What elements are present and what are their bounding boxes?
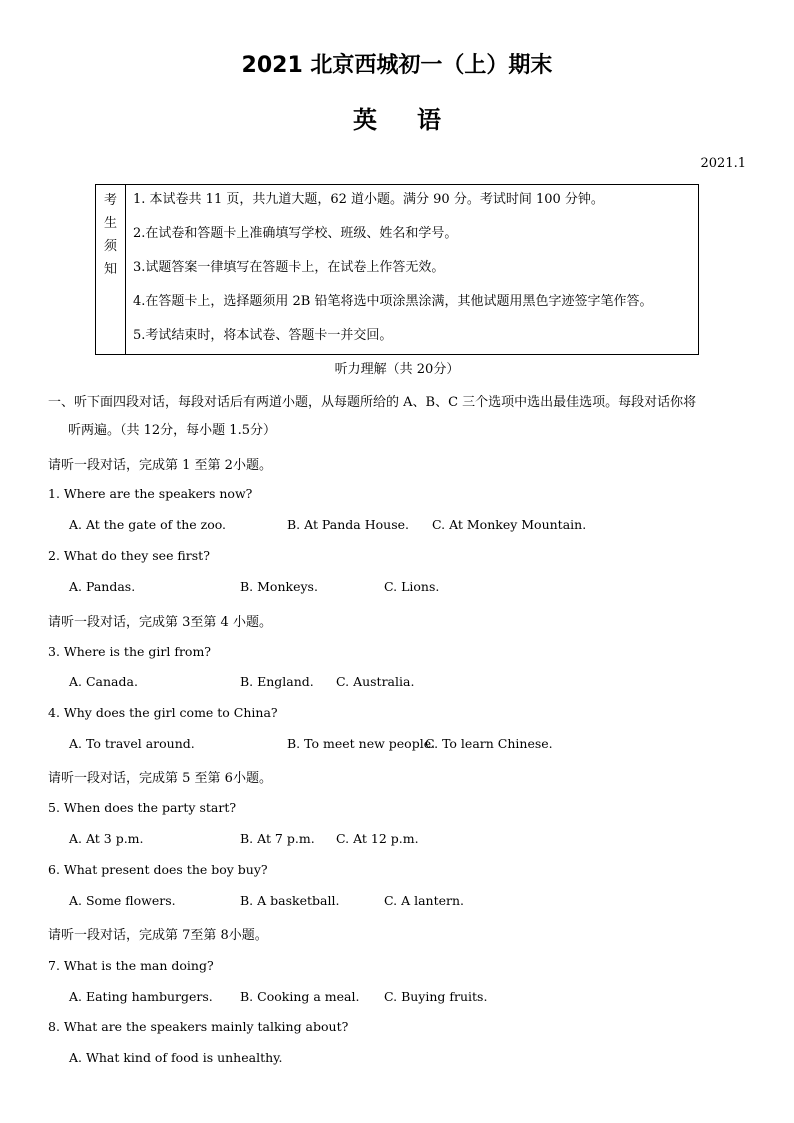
option-a: A. Canada. — [69, 674, 138, 689]
option-b: B. To meet new people. — [287, 736, 436, 751]
option-a: A. Pandas. — [69, 579, 136, 594]
notice-rule: 5.考试结束时，将本试卷、答题卡一并交回。 — [133, 328, 393, 343]
section-heading: 听力理解（共 20分） — [334, 362, 460, 377]
option-c: C. At Monkey Mountain. — [432, 517, 587, 532]
question-text: 2. What do they see first? — [48, 548, 210, 563]
notice-label-char: 生 — [103, 216, 117, 231]
option-c: C. To learn Chinese. — [425, 736, 553, 751]
option-a: A. At 3 p.m. — [69, 831, 144, 846]
notice-rule: 1. 本试卷共 11 页，共九道大题，62 道小题。满分 90 分。考试时间 100 分钟。 — [133, 192, 604, 207]
subject-title: 英语 — [353, 106, 481, 134]
dialogue-group-heading: 请听一段对话，完成第 1 至第 2小题。 — [48, 458, 272, 473]
option-c: C. Australia. — [336, 674, 415, 689]
instruction-line: 一、听下面四段对话，每段对话后有两道小题，从每题所给的 A、B、C 三个选项中选出最佳选项。每段对话你将 — [48, 395, 697, 410]
dialogue-group-heading: 请听一段对话，完成第 7至第 8小题。 — [48, 928, 268, 943]
option-c: C. A lantern. — [384, 893, 464, 908]
question-text: 6. What present does the boy buy? — [48, 862, 268, 877]
question-text: 3. Where is the girl from? — [48, 644, 212, 659]
option-a: A. Eating hamburgers. — [69, 989, 213, 1004]
notice-label-char: 须 — [103, 239, 117, 254]
option-b: B. Monkeys. — [240, 579, 318, 594]
notice-rule: 4.在答题卡上，选择题须用 2B 铅笔将选中项涂黑涂满，其他试题用黑色字迹签字笔作答。 — [133, 294, 653, 309]
notice-label-char: 知 — [103, 262, 117, 277]
question-text: 1. Where are the speakers now? — [48, 486, 253, 501]
option-a: A. Some flowers. — [69, 893, 176, 908]
option-b: B. At 7 p.m. — [240, 831, 315, 846]
option-a: A. What kind of food is unhealthy. — [69, 1050, 283, 1065]
question-text: 8. What are the speakers mainly talking about? — [48, 1019, 349, 1034]
notice-rule: 2.在试卷和答题卡上准确填写学校、班级、姓名和学号。 — [133, 226, 458, 241]
option-c: C. Buying fruits. — [384, 989, 488, 1004]
notice-label — [96, 185, 126, 354]
option-a: A. At the gate of the zoo. — [69, 517, 227, 532]
option-b: B. A basketball. — [240, 893, 340, 908]
option-c: C. Lions. — [384, 579, 440, 594]
instruction-line: 听两遍。（共 12分，每小题 1.5分） — [68, 423, 276, 438]
question-text: 7. What is the man doing? — [48, 958, 214, 973]
question-text: 4. Why does the girl come to China? — [48, 705, 278, 720]
notice-label-char: 考 — [103, 193, 117, 208]
notice-rule: 3.试题答案一律填写在答题卡上，在试卷上作答无效。 — [133, 260, 445, 275]
exam-date: 2021.1 — [700, 156, 746, 171]
question-text: 5. When does the party start? — [48, 800, 237, 815]
page-title: 2021 北京西城初一（上）期末 — [241, 53, 553, 78]
option-b: B. Cooking a meal. — [240, 989, 360, 1004]
option-a: A. To travel around. — [69, 736, 195, 751]
dialogue-group-heading: 请听一段对话，完成第 3至第 4 小题。 — [48, 615, 272, 630]
option-c: C. At 12 p.m. — [336, 831, 419, 846]
option-b: B. England. — [240, 674, 314, 689]
dialogue-group-heading: 请听一段对话，完成第 5 至第 6小题。 — [48, 771, 272, 786]
notice-box — [95, 184, 699, 355]
option-b: B. At Panda House. — [287, 517, 409, 532]
